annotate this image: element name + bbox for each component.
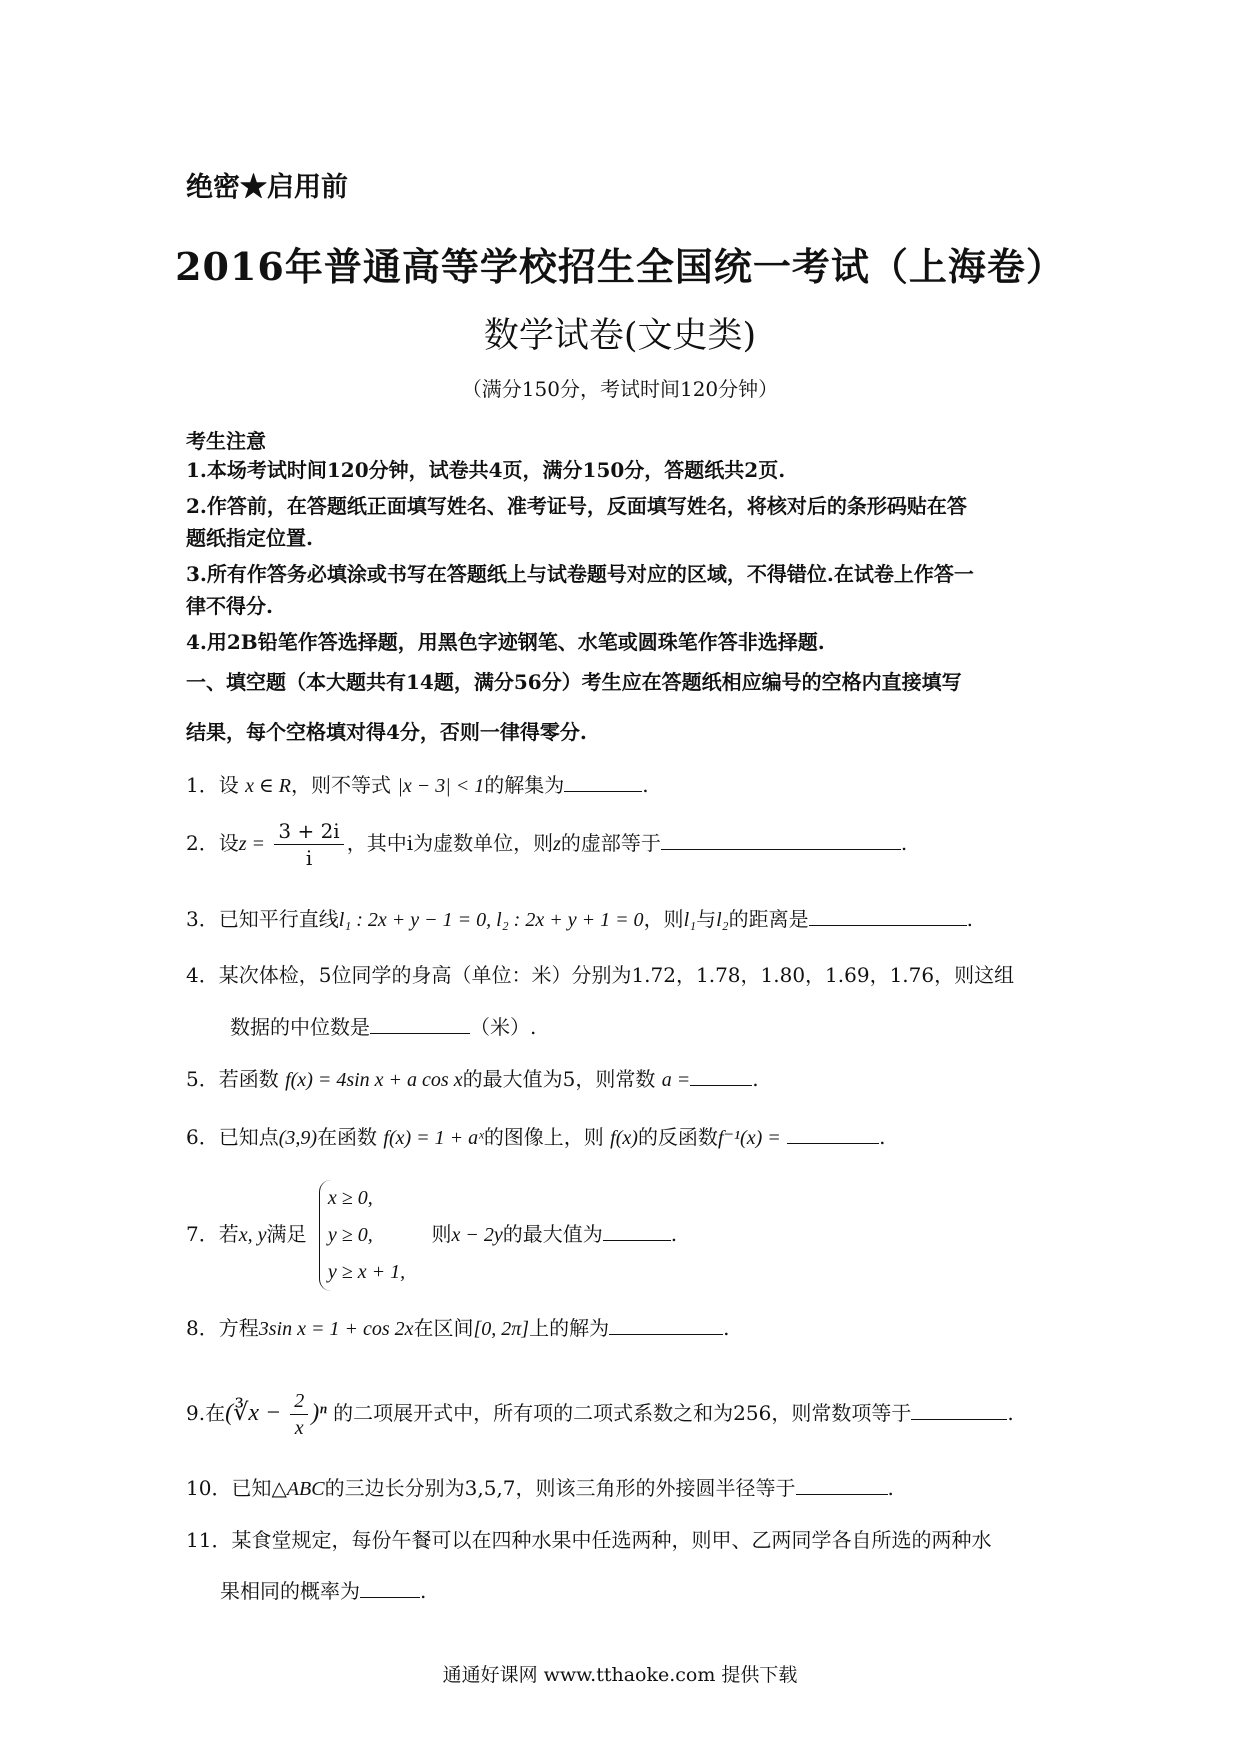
q9-text-a: 在 bbox=[205, 1401, 226, 1425]
q7-constraint-system bbox=[319, 1180, 405, 1291]
q5-end: . bbox=[752, 1067, 759, 1091]
q7-end: . bbox=[670, 1222, 678, 1246]
notice-item-1: 1.本场考试时间120分钟，试卷共4页，满分150分，答题纸共2页. bbox=[186, 458, 786, 482]
q7-text-b: 满足 bbox=[266, 1222, 307, 1246]
q4-answer-blank[interactable] bbox=[370, 1015, 470, 1034]
q6-end: . bbox=[879, 1125, 886, 1149]
q8-text-a: 方程 bbox=[218, 1316, 259, 1340]
q5-text-b: 的最大值为5，则常数 bbox=[462, 1067, 656, 1091]
q2-text-b: ，其中i为虚数单位，则 bbox=[346, 831, 554, 855]
question-4 bbox=[186, 960, 1076, 990]
q6-answer-blank[interactable] bbox=[787, 1125, 879, 1144]
q1-text-c: 的解集为 bbox=[484, 773, 565, 797]
q1-num: 1． bbox=[186, 773, 219, 797]
q7-constraint-3: y ≥ x + 1, bbox=[327, 1261, 406, 1283]
section-instruction-2: 结果，每个空格填对得4分，否则一律得零分. bbox=[186, 720, 587, 744]
section-instruction-1: 一、填空题（本大题共有14题，满分56分）考生应在答题纸相应编号的空格内直接填写 bbox=[186, 670, 962, 694]
notice-item-4: 4.用2B铅笔作答选择题，用黑色字迹钢笔、水笔或圆珠笔作答非选择题. bbox=[186, 630, 825, 654]
q4-text-c: （米）. bbox=[470, 1015, 537, 1039]
q5-math-b: a = bbox=[661, 1069, 691, 1091]
q8-end: . bbox=[723, 1316, 730, 1340]
q1-math-a: x ∈ R bbox=[245, 775, 291, 797]
notice-item-3: 3.所有作答务必填涂或书写在答题纸上与试卷题号对应的区域，不得错位.在试卷上作答一 bbox=[186, 562, 974, 586]
q1-end: . bbox=[642, 773, 649, 797]
q6-text-c: 的图像上，则 bbox=[483, 1125, 604, 1149]
q9-frac-num: 2 bbox=[290, 1388, 308, 1415]
notice-heading: 考生注意 bbox=[186, 429, 266, 453]
notice-item-2-cont: 题纸指定位置. bbox=[186, 526, 313, 550]
q2-frac-num: 3 + 2i bbox=[274, 818, 343, 845]
q10-num: 10． bbox=[186, 1476, 232, 1500]
q8-math-interval: [0, 2π] bbox=[473, 1318, 530, 1340]
question-3 bbox=[186, 904, 1076, 935]
question-9 bbox=[186, 1388, 1076, 1441]
q3-text-a: 已知平行直线 bbox=[218, 907, 339, 931]
q3-text-d: 的距离是 bbox=[728, 907, 809, 931]
q11-text-a: 某食堂规定，每份午餐可以在四种水果中任选两种，则甲、乙两同学各自所选的两种水 bbox=[231, 1528, 992, 1552]
question-11-cont bbox=[220, 1576, 1110, 1606]
page-footer: 通通好课网 www.tthaoke.com 提供下载 bbox=[442, 1664, 798, 1686]
question-5 bbox=[186, 1064, 1076, 1095]
q2-num: 2． bbox=[186, 831, 219, 855]
q11-num: 11． bbox=[186, 1528, 232, 1552]
q4-text-a: 某次体检，5位同学的身高（单位：米）分别为1.72，1.78，1.80，1.69，1.76，则这组 bbox=[218, 963, 1015, 987]
q1-text-a: 设 bbox=[218, 773, 239, 797]
q4-text-b: 数据的中位数是 bbox=[230, 1015, 370, 1039]
q9-answer-blank[interactable] bbox=[911, 1401, 1007, 1420]
q7-math-xy: x, y bbox=[238, 1224, 267, 1246]
q7-answer-blank[interactable] bbox=[603, 1222, 671, 1241]
notice-item-3-cont: 律不得分. bbox=[186, 594, 273, 618]
q3-math-l2: l₂ bbox=[716, 909, 729, 931]
q9-text-b: 的二项展开式中，所有项的二项式系数之和为256，则常数项等于 bbox=[333, 1401, 912, 1425]
question-1 bbox=[186, 770, 1076, 801]
question-8 bbox=[186, 1313, 1076, 1344]
q2-answer-blank[interactable] bbox=[661, 831, 901, 850]
q2-math-z: z = bbox=[238, 833, 266, 855]
q6-text-a: 已知点 bbox=[218, 1125, 279, 1149]
q9-frac-den: x bbox=[294, 1417, 304, 1439]
q10-answer-blank[interactable] bbox=[796, 1476, 888, 1495]
q1-text-b: ，则不等式 bbox=[291, 773, 391, 797]
q5-text-a: 若函数 bbox=[218, 1067, 279, 1091]
q8-math-eq: 3sin x = 1 + cos 2x bbox=[258, 1318, 414, 1340]
q11-answer-blank[interactable] bbox=[360, 1579, 420, 1598]
q2-fraction bbox=[274, 818, 343, 871]
q7-math-obj: x − 2y bbox=[451, 1224, 503, 1246]
secret-label: 绝密★启用前 bbox=[186, 172, 348, 203]
q10-math-abc: ABC bbox=[286, 1478, 325, 1500]
q6-math-point: (3,9) bbox=[278, 1127, 318, 1149]
q8-num: 8． bbox=[186, 1316, 219, 1340]
question-10 bbox=[186, 1473, 1076, 1504]
q5-answer-blank[interactable] bbox=[690, 1067, 752, 1086]
q3-answer-blank[interactable] bbox=[809, 907, 967, 926]
q3-math-a: l₁ : 2x + y − 1 = 0, l₂ : 2x + y + 1 = 0 bbox=[338, 909, 644, 931]
q8-answer-blank[interactable] bbox=[609, 1316, 723, 1335]
q3-text-c: 与 bbox=[696, 907, 717, 931]
question-7 bbox=[186, 1180, 1076, 1291]
q9-num: 9. bbox=[186, 1401, 206, 1425]
q3-end: . bbox=[966, 907, 973, 931]
q7-num: 7． bbox=[186, 1222, 219, 1246]
page-subtitle: 数学试卷(文史类) bbox=[483, 316, 757, 356]
question-2 bbox=[186, 818, 1076, 871]
q2-end: . bbox=[900, 831, 908, 855]
q2-frac-den: i bbox=[305, 846, 313, 870]
question-11 bbox=[186, 1525, 1076, 1555]
q5-math-a: f(x) = 4sin x + a cos x bbox=[285, 1069, 463, 1091]
q1-math-b: |x − 3| < 1 bbox=[397, 775, 485, 797]
question-6 bbox=[186, 1122, 1076, 1153]
q1-answer-blank[interactable] bbox=[564, 773, 642, 792]
q6-text-d: 的反函数 bbox=[637, 1125, 718, 1149]
q9-end: . bbox=[1007, 1401, 1014, 1425]
q6-math-f: f(x) = 1 + aˣ bbox=[383, 1127, 484, 1149]
q11-text-b: 果相同的概率为 bbox=[220, 1579, 360, 1603]
q3-num: 3． bbox=[186, 907, 219, 931]
page-title: 2016年普通高等学校招生全国统一考试（上海卷） bbox=[175, 244, 1065, 289]
q8-text-c: 上的解为 bbox=[529, 1316, 610, 1340]
q3-text-b: ，则 bbox=[643, 907, 684, 931]
q9-math-a: (∛x − bbox=[225, 1400, 288, 1426]
q7-text-c: 则 bbox=[431, 1222, 452, 1246]
question-4-cont bbox=[230, 1012, 1120, 1042]
q6-num: 6． bbox=[186, 1125, 219, 1149]
q7-constraint-2: y ≥ 0, bbox=[327, 1224, 373, 1246]
q3-math-l1: l₁ bbox=[683, 909, 697, 931]
q2-text-a: 设 bbox=[218, 831, 239, 855]
notice-item-2: 2.作答前，在答题纸正面填写姓名、准考证号，反面填写姓名，将核对后的条形码贴在答 bbox=[186, 494, 967, 518]
q10-text-b: 的三边长分别为3,5,7，则该三角形的外接圆半径等于 bbox=[324, 1476, 796, 1500]
q9-math-b: )ⁿ bbox=[311, 1400, 327, 1426]
q5-num: 5． bbox=[186, 1067, 219, 1091]
q2-text-c: 的虚部等于 bbox=[560, 831, 661, 855]
q9-fraction bbox=[290, 1388, 308, 1441]
q2-math-b: z bbox=[553, 833, 561, 855]
q7-text-d: 的最大值为 bbox=[502, 1222, 603, 1246]
exam-info: （满分150分，考试时间120分钟） bbox=[461, 377, 779, 401]
q10-text-a: 已知△ bbox=[231, 1476, 287, 1500]
q11-end: . bbox=[420, 1579, 427, 1603]
q4-num: 4． bbox=[186, 963, 219, 987]
q6-math-fx: f(x) bbox=[610, 1127, 638, 1149]
q7-text-a: 若 bbox=[218, 1222, 239, 1246]
q10-end: . bbox=[887, 1476, 894, 1500]
q7-constraint-1: x ≥ 0, bbox=[327, 1187, 373, 1209]
q6-text-b: 在函数 bbox=[317, 1125, 378, 1149]
q8-text-b: 在区间 bbox=[413, 1316, 474, 1340]
q6-math-inv: f⁻¹(x) = bbox=[717, 1127, 781, 1149]
